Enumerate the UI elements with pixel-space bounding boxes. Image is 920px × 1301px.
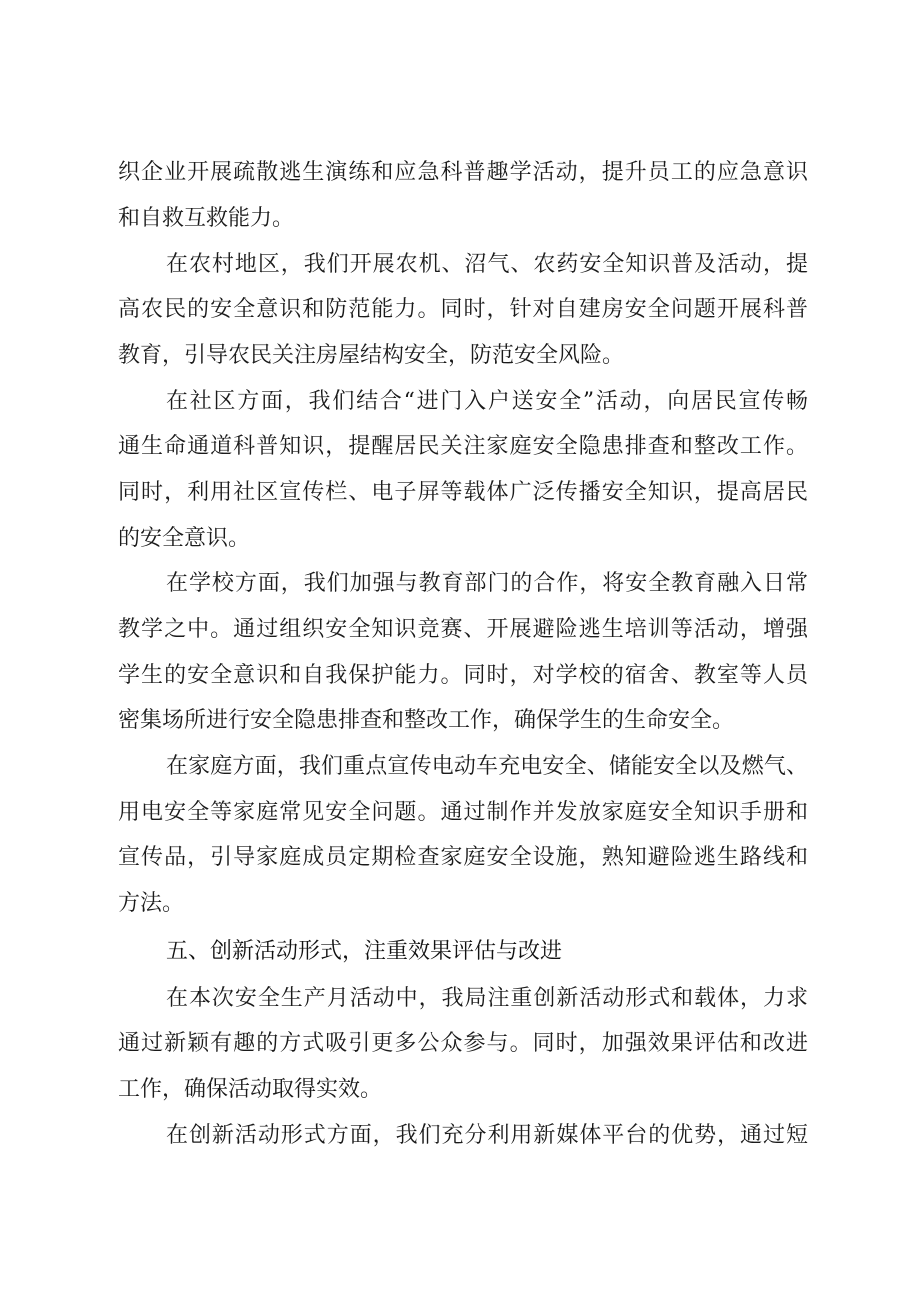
paragraph-line: 用电安全等家庭常见安全问题。通过制作并发放家庭安全知识手册和 bbox=[118, 800, 808, 825]
paragraph-line: 在农村地区，我们开展农机、沼气、农药安全知识普及活动，提 bbox=[166, 252, 808, 277]
paragraph-line: 在学校方面，我们加强与教育部门的合作，将安全教育融入日常 bbox=[166, 571, 808, 596]
paragraph-line: 的安全意识。 bbox=[118, 526, 251, 551]
paragraph-line: 织企业开展疏散逃生演练和应急科普趣学活动，提升员工的应急意识 bbox=[118, 160, 808, 185]
paragraph-line: 在社区方面，我们结合“进门入户送安全”活动，向居民宣传畅 bbox=[166, 389, 808, 414]
paragraph-line: 方法。 bbox=[118, 891, 185, 916]
paragraph-line: 在本次安全生产月活动中，我局注重创新活动形式和载体，力求 bbox=[166, 986, 808, 1011]
paragraph-line: 学生的安全意识和自我保护能力。同时，对学校的宿舍、教室等人员 bbox=[118, 663, 808, 688]
paragraph-line: 和自救互救能力。 bbox=[118, 206, 295, 231]
paragraph-line: 通生命通道科普知识，提醒居民关注家庭安全隐患排查和整改工作。 bbox=[118, 434, 808, 459]
paragraph-line: 通过新颖有趣的方式吸引更多公众参与。同时，加强效果评估和改进 bbox=[118, 1031, 808, 1056]
paragraph-line: 宣传品，引导家庭成员定期检查家庭安全设施，熟知避险逃生路线和 bbox=[118, 845, 808, 870]
paragraph-line: 在创新活动形式方面，我们充分利用新媒体平台的优势，通过短 bbox=[166, 1123, 808, 1148]
section-heading: 五、创新活动形式，注重效果评估与改进 bbox=[166, 939, 563, 964]
paragraph-line: 教育，引导农民关注房屋结构安全，防范安全风险。 bbox=[118, 343, 625, 368]
paragraph-line: 工作，确保活动取得实效。 bbox=[118, 1077, 383, 1102]
paragraph-line: 高农民的安全意识和防范能力。同时，针对自建房安全问题开展科普 bbox=[118, 297, 808, 322]
paragraph-line: 教学之中。通过组织安全知识竞赛、开展避险逃生培训等活动，增强 bbox=[118, 617, 808, 642]
paragraph-line: 同时，利用社区宣传栏、电子屏等载体广泛传播安全知识，提高居民 bbox=[118, 480, 808, 505]
paragraph-line: 在家庭方面，我们重点宣传电动车充电安全、储能安全以及燃气、 bbox=[166, 754, 808, 779]
paragraph-line: 密集场所进行安全隐患排查和整改工作，确保学生的生命安全。 bbox=[118, 708, 735, 733]
